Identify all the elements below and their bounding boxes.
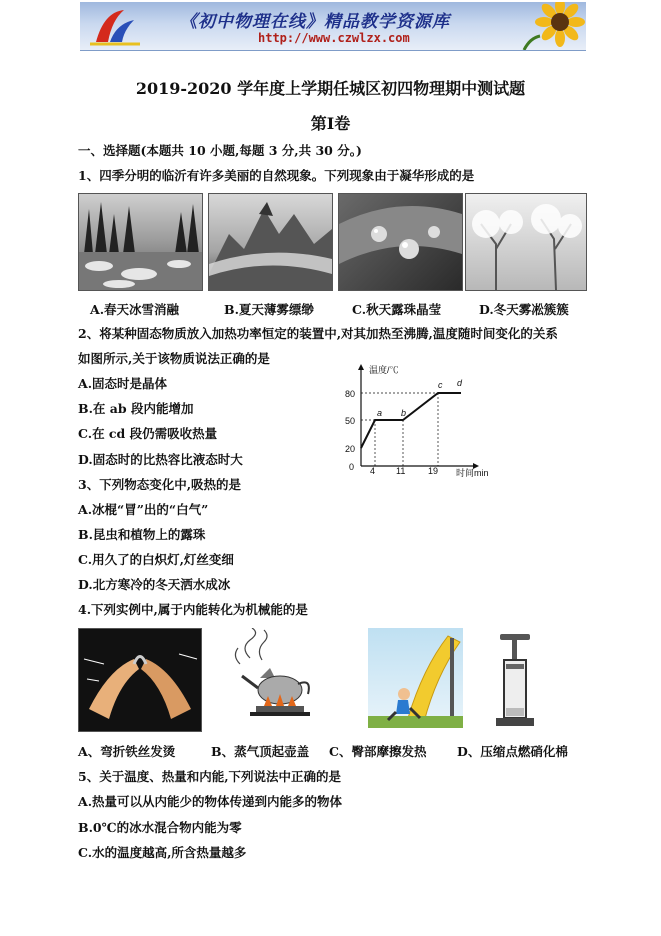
question-2-option-a[interactable]: A.固态时是晶体 bbox=[78, 376, 168, 391]
autumn-dew-image bbox=[338, 193, 463, 291]
question-3-option-c[interactable]: C.用久了的白炽灯,灯丝变细 bbox=[78, 552, 234, 567]
question-1-option-d[interactable]: D.冬天雾凇簇簇 bbox=[479, 302, 569, 317]
question-3-option-b[interactable]: B.昆虫和植物上的露珠 bbox=[78, 527, 206, 542]
question-4-option-b[interactable]: B、蒸气顶起壶盖 bbox=[211, 744, 310, 759]
volume-label: 第Ⅰ卷 bbox=[310, 114, 351, 133]
graph-point-a: a bbox=[377, 408, 383, 418]
graph-point-c: c bbox=[438, 380, 443, 390]
page-title: 2019-2020 学年度上学期任城区初四物理期中测试题 bbox=[135, 79, 526, 98]
slide-friction-image bbox=[368, 628, 463, 728]
winter-rime-image bbox=[465, 193, 587, 291]
graph-x-tick-19: 19 bbox=[428, 466, 439, 476]
question-3-stem: 3、下列物态变化中,吸热的是 bbox=[78, 477, 242, 492]
question-1-stem: 1、四季分明的临沂有许多美丽的自然现象。下列现象由于凝华形成的是 bbox=[78, 168, 475, 183]
header-banner bbox=[80, 2, 586, 51]
section-heading: 一、选择题(本题共 10 小题,每题 3 分,共 30 分。) bbox=[78, 143, 362, 158]
question-4-stem: 4.下列实例中,属于内能转化为机械能的是 bbox=[78, 602, 308, 617]
question-4-option-d[interactable]: D、压缩点燃硝化棉 bbox=[457, 744, 568, 759]
question-2-stem-line1: 2、将某种固态物质放入加热功率恒定的装置中,对其加热至沸腾,温度随时间变化的关系 bbox=[78, 326, 558, 341]
bending-wire-image bbox=[78, 628, 202, 732]
question-2-option-d[interactable]: D.固态时的比热容比液态时大 bbox=[78, 452, 243, 467]
question-3-option-a[interactable]: A.冰棍“冒”出的“白气” bbox=[78, 502, 209, 517]
site-logo-icon bbox=[84, 6, 146, 46]
graph-y-tick-0: 0 bbox=[349, 462, 355, 472]
banner-title: 《初中物理在线》精品教学资源库 bbox=[180, 12, 450, 32]
question-2-stem-line2: 如图所示,关于该物质说法正确的是 bbox=[78, 351, 270, 366]
graph-x-tick-11: 11 bbox=[396, 466, 406, 476]
question-5-option-b[interactable]: B.0℃的冰水混合物内能为零 bbox=[78, 820, 242, 835]
question-3-option-d[interactable]: D.北方寒冷的冬天洒水成冰 bbox=[78, 577, 231, 592]
spring-ice-image bbox=[78, 193, 203, 291]
question-5-option-c[interactable]: C.水的温度越高,所含热量越多 bbox=[78, 845, 247, 860]
question-2-option-c[interactable]: C.在 cd 段仍需吸收热量 bbox=[78, 426, 218, 441]
question-1-option-b[interactable]: B.夏天薄雾缥缈 bbox=[224, 302, 314, 317]
graph-point-d: d bbox=[457, 378, 463, 388]
question-5-option-a[interactable]: A.热量可以从内能少的物体传递到内能多的物体 bbox=[78, 794, 343, 809]
question-1-option-a[interactable]: A.春天冰雪消融 bbox=[90, 302, 180, 317]
question-5-stem: 5、关于温度、热量和内能,下列说法中正确的是 bbox=[78, 769, 342, 784]
temperature-time-graph bbox=[343, 362, 503, 484]
sunflower-icon bbox=[516, 2, 586, 50]
graph-y-label: 温度/℃ bbox=[369, 365, 399, 375]
question-4-option-c[interactable]: C、臀部摩擦发热 bbox=[329, 744, 427, 759]
graph-point-b: b bbox=[401, 408, 407, 418]
banner-url[interactable]: http://www.czwlzx.com bbox=[258, 31, 410, 45]
graph-x-label: 时间min bbox=[456, 468, 489, 478]
graph-y-tick-20: 20 bbox=[345, 444, 356, 454]
question-1-option-c[interactable]: C.秋天露珠晶莹 bbox=[352, 302, 442, 317]
question-4-option-a[interactable]: A、弯折铁丝发烫 bbox=[78, 744, 176, 759]
graph-y-tick-80: 80 bbox=[345, 389, 356, 399]
summer-mist-image bbox=[208, 193, 333, 291]
graph-x-tick-4: 4 bbox=[370, 466, 376, 476]
graph-y-tick-50: 50 bbox=[345, 416, 356, 426]
kettle-steam-image bbox=[220, 628, 325, 728]
compression-igniter-image bbox=[492, 628, 537, 730]
question-2-option-b[interactable]: B.在 ab 段内能增加 bbox=[78, 401, 194, 416]
